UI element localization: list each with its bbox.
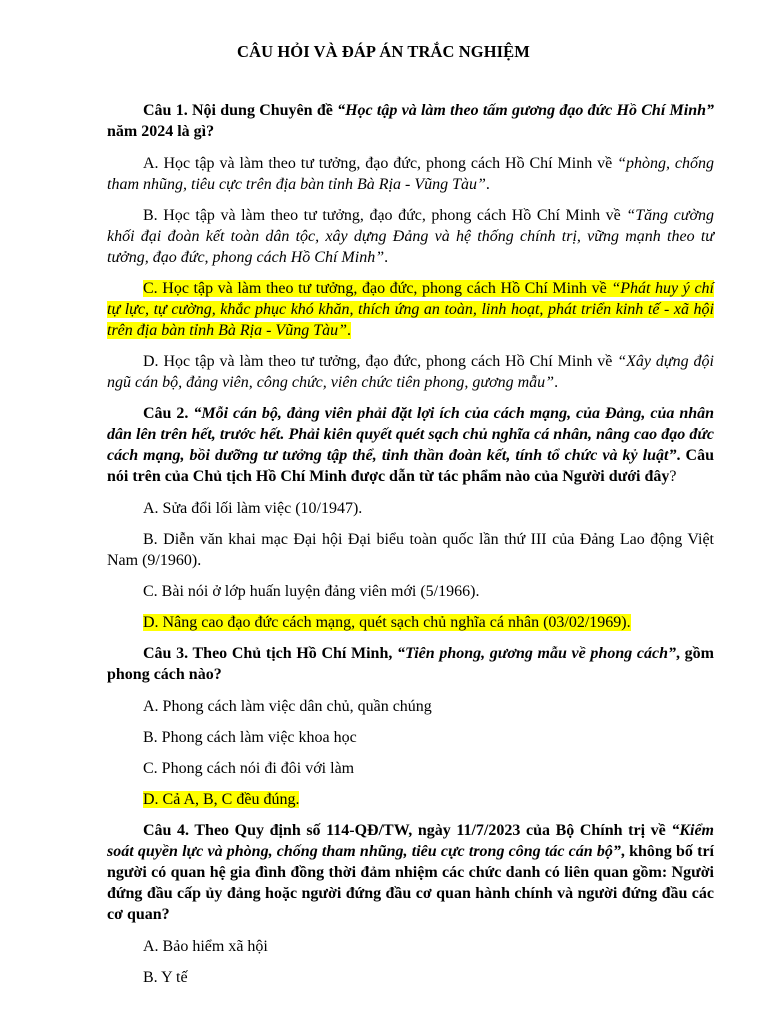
question-3-option-d-correct: D. Cả A, B, C đều đúng.: [143, 791, 300, 808]
question-1-option-d: D. Học tập và làm theo tư tưởng, đạo đức, phong cách Hồ Chí Minh về “Xây dựng đội ngũ cán bộ, đảng viên, công chức, viên chức tiên phong, gương mẫu”.: [107, 353, 714, 391]
question-2-option-d-correct: D. Nâng cao đạo đức cách mạng, quét sạch chủ nghĩa cá nhân (03/02/1969).: [143, 614, 631, 631]
question-1-option-c-correct: C. Học tập và làm theo tư tưởng, đạo đức, phong cách Hồ Chí Minh về “Phát huy ý chí tự lực, tự cường, khắc phục khó khăn, thích ứng an toàn, linh hoạt, phát triển kinh tế - xã hội trên địa bàn tỉnh Bà Rịa - Vũng Tàu”.: [107, 280, 714, 339]
question-3-stem: Câu 3. Theo Chủ tịch Hồ Chí Minh, “Tiên phong, gương mẫu về phong cách”, gồm phong cách nào?: [107, 645, 714, 683]
question-4-stem: Câu 4. Theo Quy định số 114-QĐ/TW, ngày 11/7/2023 của Bộ Chính trị về “Kiểm soát quyền lực và phòng, chống tham nhũng, tiêu cực trong công tác cán bộ”, không bố trí người có quan hệ gia đình đồng thời đảm nhiệm các chức danh có liên quan gồm: Người đứng đầu cấp ủy đảng hoặc người đứng đầu cơ quan hành chính và người đứng đầu các cơ quan?: [107, 822, 715, 923]
page-title: CÂU HỎI VÀ ĐÁP ÁN TRẮC NGHIỆM: [237, 42, 530, 61]
question-3-option-b: B. Phong cách làm việc khoa học: [143, 729, 357, 746]
question-1-option-a: A. Học tập và làm theo tư tưởng, đạo đức, phong cách Hồ Chí Minh về “phòng, chống tham nhũng, tiêu cực trên địa bàn tỉnh Bà Rịa - Vũng Tàu”.: [107, 155, 715, 193]
question-2-option-c: C. Bài nói ở lớp huấn luyện đảng viên mới (5/1966).: [143, 583, 480, 600]
question-3-option-c: C. Phong cách nói đi đôi với làm: [143, 760, 355, 777]
question-3-option-a: A. Phong cách làm việc dân chủ, quần chúng: [143, 698, 432, 715]
question-4-option-b: B. Y tế: [143, 969, 188, 986]
question-1-stem: Câu 1. Nội dung Chuyên đề “Học tập và làm theo tấm gương đạo đức Hồ Chí Minh” năm 2024 là gì?: [107, 102, 715, 140]
question-2-option-a: A. Sửa đổi lối làm việc (10/1947).: [143, 500, 363, 517]
question-2-option-b: B. Diễn văn khai mạc Đại hội Đại biểu toàn quốc lần thứ III của Đảng Lao động Việt Nam (9/1960).: [107, 531, 714, 569]
question-2-stem: Câu 2. “Mỗi cán bộ, đảng viên phải đặt lợi ích của cách mạng, của Đảng, của nhân dân lên trên hết, trước hết. Phải kiên quyết quét sạch chủ nghĩa cá nhân, nâng cao đạo đức cách mạng, bồi dưỡng tư tưởng tập thể, tinh thần đoàn kết, tính tổ chức và kỷ luật”. Câu nói trên của Chủ tịch Hồ Chí Minh được dẫn từ tác phẩm nào của Người dưới đây?: [107, 405, 715, 485]
question-1-option-b: B. Học tập và làm theo tư tưởng, đạo đức, phong cách Hồ Chí Minh về “Tăng cường khối đại đoàn kết toàn dân tộc, xây dựng Đảng và hệ thống chính trị, vững mạnh theo tư tưởng, đạo đức, phong cách Hồ Chí Minh”.: [107, 207, 714, 266]
question-4-option-a: A. Bảo hiểm xã hội: [143, 938, 268, 955]
